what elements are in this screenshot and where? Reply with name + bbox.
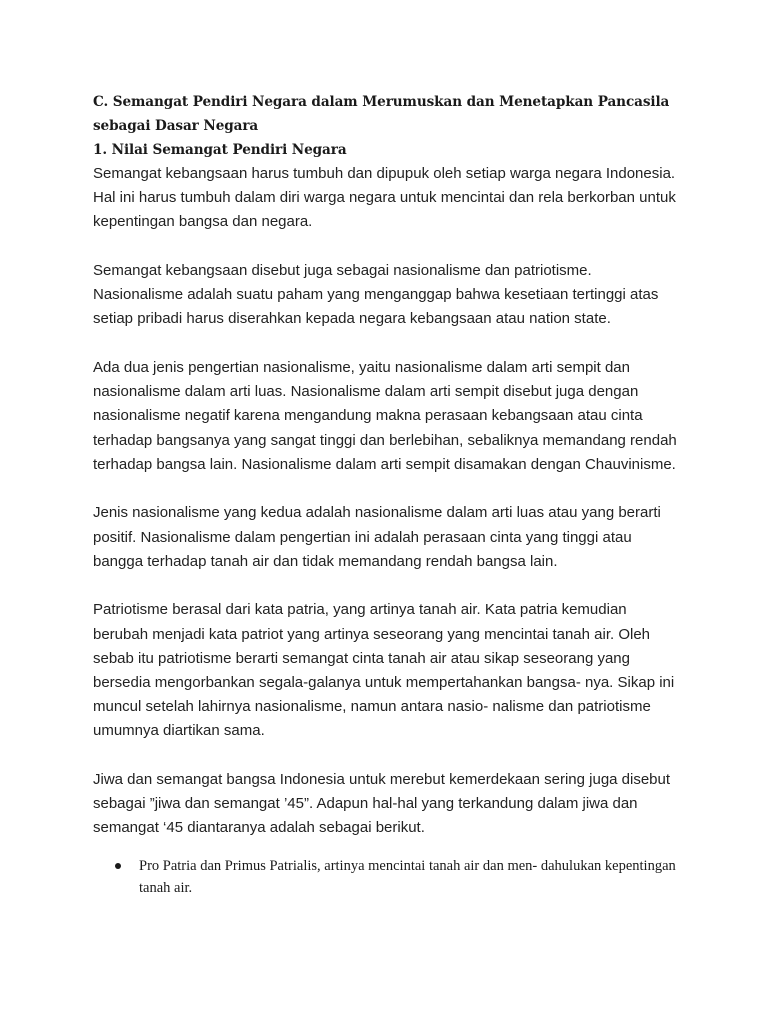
list-item-text: Pro Patria dan Primus Patrialis, artinya mencintai tanah air dan men- dahulukan kepentingan tanah air. xyxy=(139,857,676,896)
list-item xyxy=(93,855,683,899)
paragraph: Jenis nasionalisme yang kedua adalah nasionalisme dalam arti luas atau yang berarti positif. Nasionalisme dalam pengertian ini adalah perasaan cinta yang tinggi atau bangga terhadap tanah air dan tidak memandang rendah bangsa lain. xyxy=(93,504,661,570)
document-body xyxy=(93,90,683,899)
paragraph: Jiwa dan semangat bangsa Indonesia untuk merebut kemerdekaan sering juga disebut sebagai ”jiwa dan semangat ’45”. Adapun hal-hal yang terkandung dalam jiwa dan semangat ‘45 diantaranya adalah sebagai berikut. xyxy=(93,771,671,837)
section-heading: C. Semangat Pendiri Negara dalam Merumuskan dan Menetapkan Pancasila sebagai Dasar Negara xyxy=(93,94,670,134)
bullet-icon xyxy=(115,863,121,869)
paragraph: Patriotisme berasal dari kata patria, yang artinya tanah air. Kata patria kemudian berubah menjadi kata patriot yang artinya seseorang yang mencintai tanah air. Oleh sebab itu patriotisme berarti semangat cinta tanah air atau sikap seseorang yang bersedia mengorbankan segala-galanya untuk mempertahankan bangsa- nya. Sikap ini muncul setelah lahirnya nasionalisme, namun antara nasio- nalisme dan patriotisme umumnya diartikan sama. xyxy=(93,601,675,740)
paragraph: Semangat kebangsaan disebut juga sebagai nasionalisme dan patriotisme. Nasionalisme adalah suatu paham yang menganggap bahwa kesetiaan tertinggi atas setiap pribadi harus diserahkan kepada negara kebangsaan atau nation state. xyxy=(93,262,659,328)
paragraph: Semangat kebangsaan harus tumbuh dan dipupuk oleh setiap warga negara Indonesia. Hal ini harus tumbuh dalam diri warga negara untuk mencintai dan rela berkorban untuk kepentingan bangsa dan negara. xyxy=(93,165,676,231)
subsection-heading: 1. Nilai Semangat Pendiri Negara xyxy=(93,142,347,158)
paragraph: Ada dua jenis pengertian nasionalisme, yaitu nasionalisme dalam arti sempit dan nasionalisme dalam arti luas. Nasionalisme dalam arti sempit disebut juga dengan nasionalisme negatif karena mengandung makna perasaan kebangsaan atau cinta terhadap bangsanya yang sangat tinggi dan berlebihan, sebaliknya memandang rendah terhadap bangsa lain. Nasionalisme dalam arti sempit disamakan dengan Chauvinisme. xyxy=(93,359,677,473)
bullet-list xyxy=(93,855,683,899)
